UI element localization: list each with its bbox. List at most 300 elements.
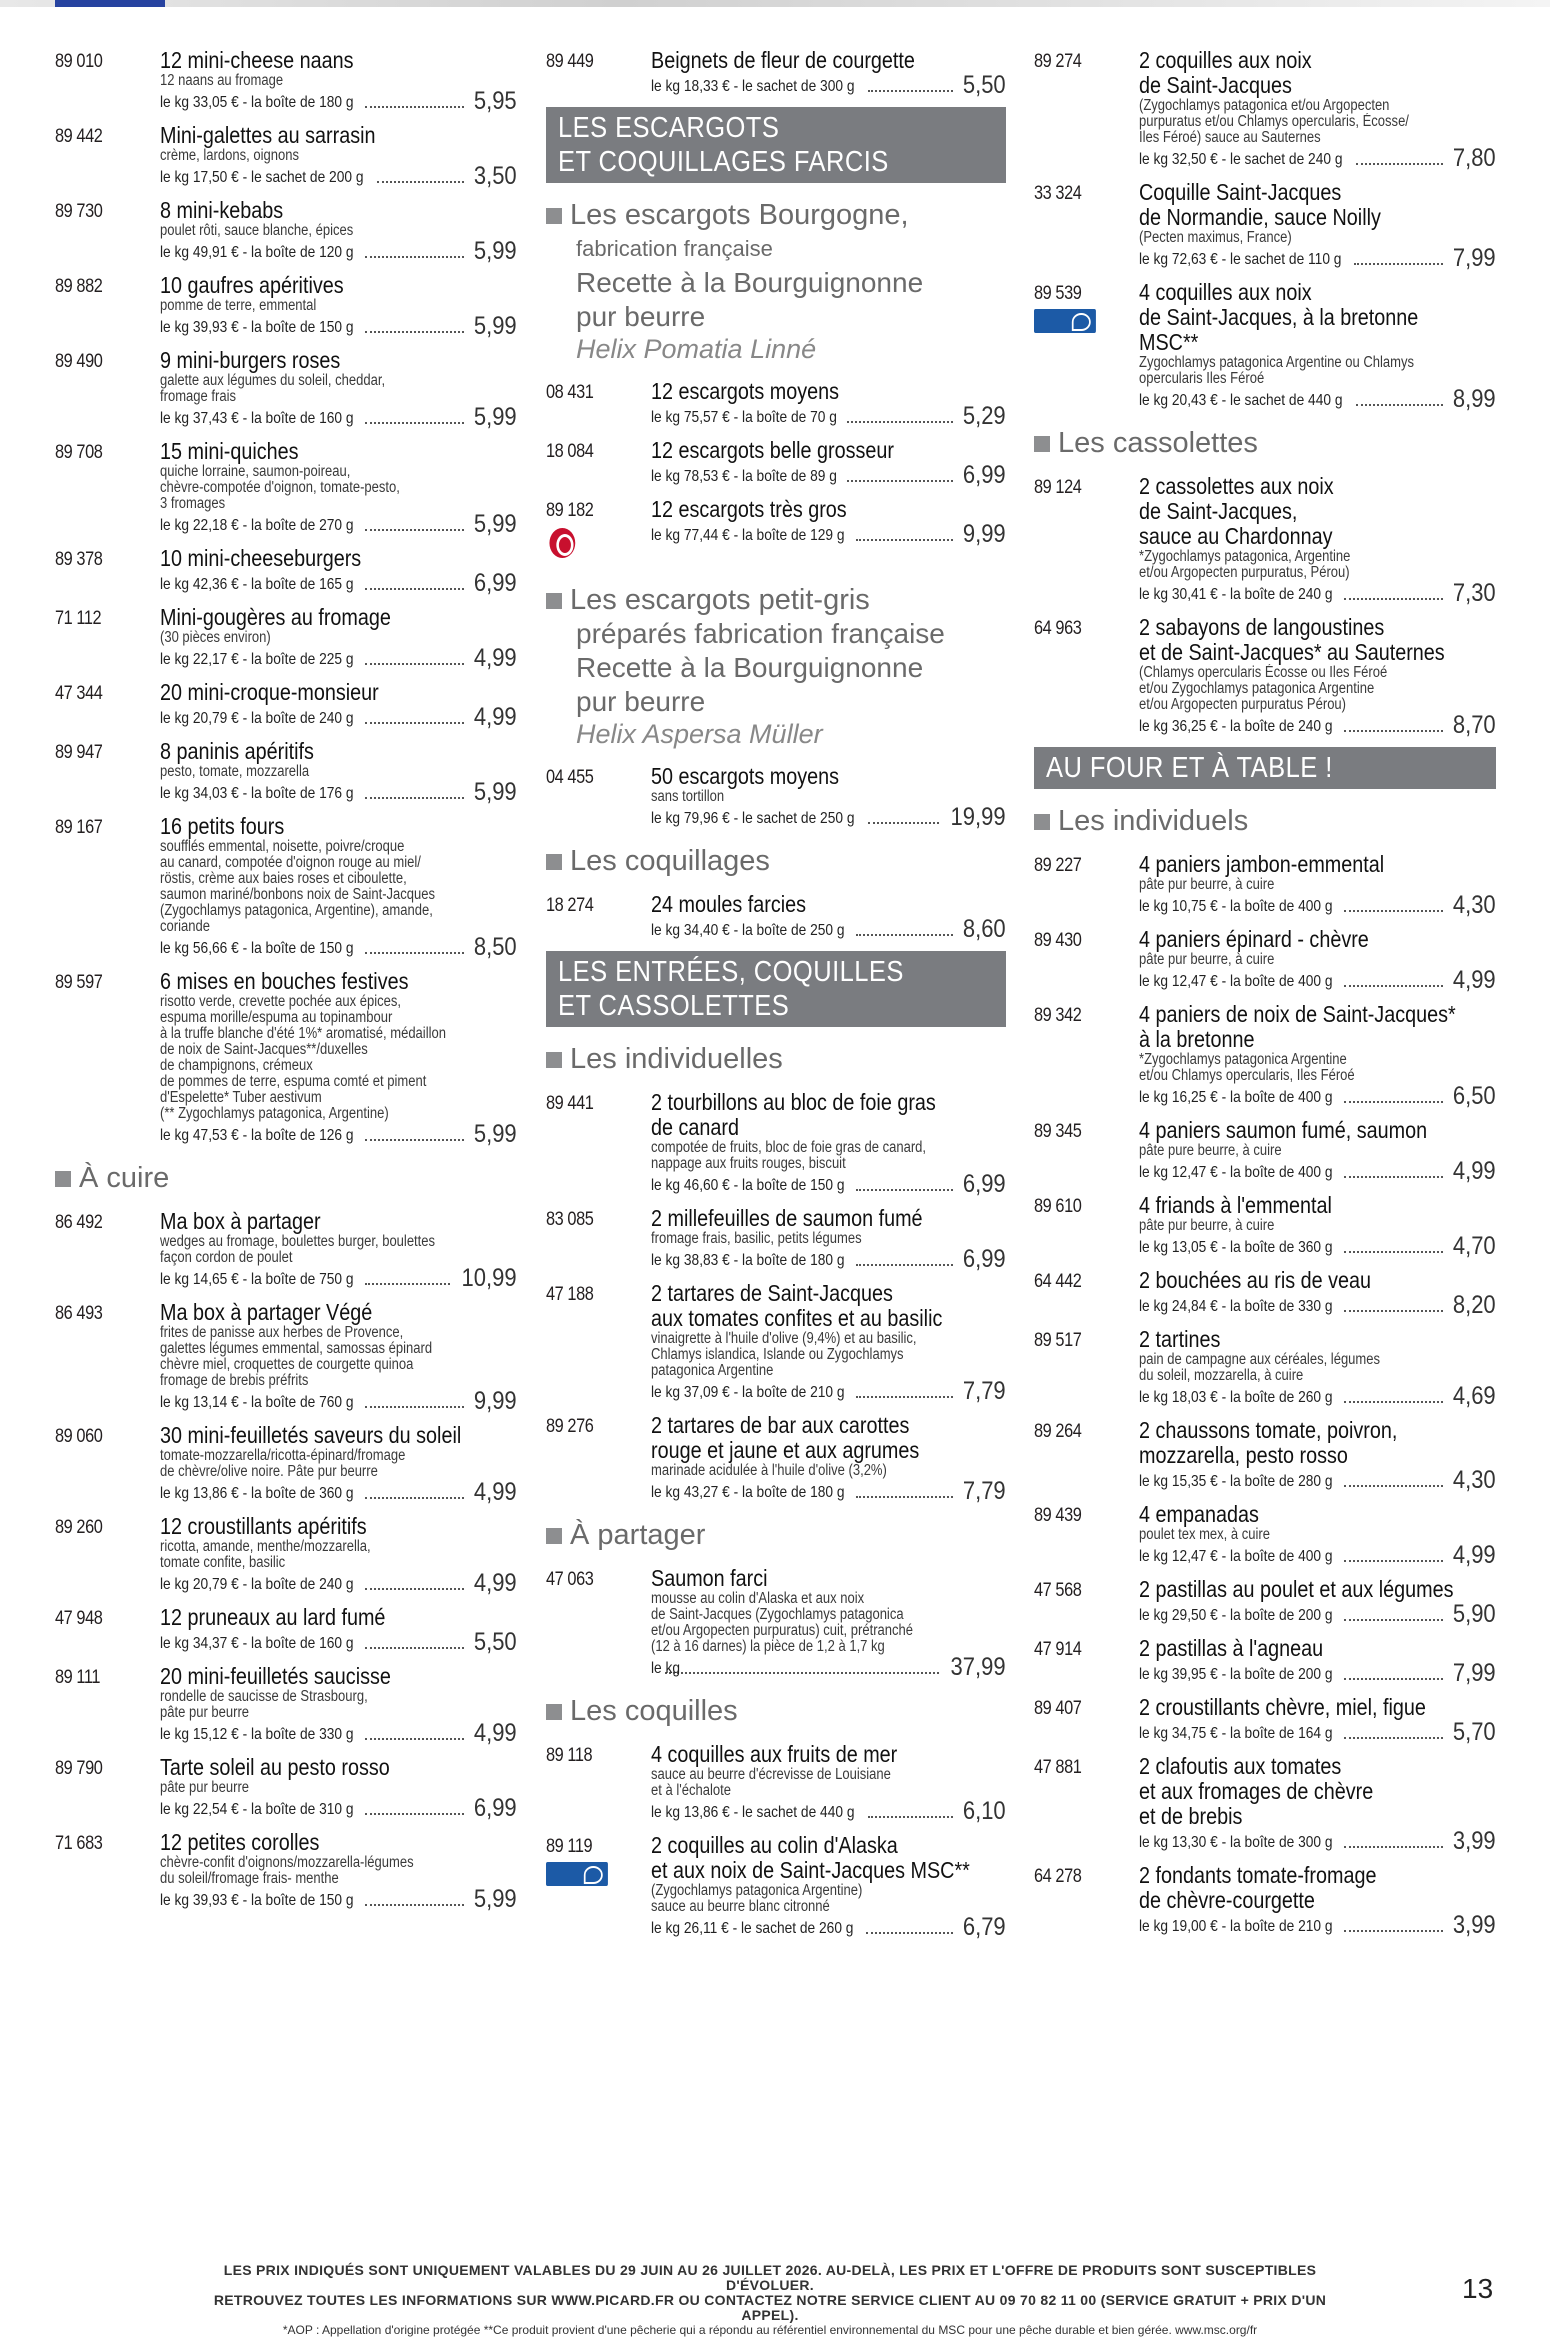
product-body	[160, 439, 517, 536]
product-body	[160, 123, 517, 188]
product-body	[160, 1755, 517, 1820]
product-code: 89 345	[1034, 1121, 1082, 1142]
product-description: 12 naans au fromage	[160, 72, 284, 89]
dot-leader	[365, 1904, 464, 1906]
product-list	[546, 892, 1006, 941]
price-line	[1139, 713, 1496, 737]
product-description: sans tortillon	[651, 788, 725, 805]
product-item	[1034, 474, 1496, 605]
dot-leader	[377, 181, 465, 183]
section-a-cuire: À cuire	[55, 1162, 517, 1195]
product-description: et/ou Chlamys opercularis, Iles Féroé	[1139, 1067, 1355, 1084]
unit-price: le kg 77,44 € - la boîte de 129 g	[651, 527, 845, 544]
product-description: de noix de Saint-Jacques**/duxelles	[160, 1041, 368, 1058]
product-code: 89 260	[55, 1517, 103, 1538]
product-code: 89 947	[55, 742, 103, 763]
product-code: 89 441	[546, 1093, 594, 1114]
unit-price: le kg 10,75 € - la boîte de 400 g	[1139, 898, 1333, 915]
product-price: 8,70	[1453, 711, 1496, 739]
unit-price: le kg 18,33 € - le sachet de 300 g	[651, 78, 855, 95]
dot-leader	[365, 952, 464, 954]
product-body	[651, 764, 1006, 829]
product-code: 89 060	[55, 1426, 103, 1447]
product-description: nappage aux fruits rouges, biscuit	[651, 1155, 846, 1172]
product-name: 2 pastillas à l'agneau	[1139, 1635, 1324, 1661]
product-code: 83 085	[546, 1209, 594, 1230]
product-item	[546, 1566, 1006, 1679]
product-description: et/ou Zygochlamys patagonica Argentine	[1139, 680, 1375, 697]
product-list	[546, 1090, 1006, 1503]
product-name: Tarte soleil au pesto rosso	[160, 1754, 390, 1780]
unit-price: le kg 33,05 € - la boîte de 180 g	[160, 94, 354, 111]
product-description: sauce au beurre blanc citronné	[651, 1898, 830, 1915]
product-description: röstis, crème aux baies roses et ciboulette,	[160, 870, 407, 887]
product-item	[546, 438, 1006, 487]
product-code: 89 124	[1034, 477, 1082, 498]
product-item	[55, 439, 517, 536]
product-price: 5,95	[474, 87, 517, 115]
product-code: 08 431	[546, 382, 594, 403]
product-code: 89 730	[55, 201, 103, 222]
product-price: 4,70	[1453, 1232, 1496, 1260]
dot-leader	[1344, 1176, 1443, 1178]
product-description: (Pecten maximus, France)	[1139, 229, 1292, 246]
product-item	[1034, 927, 1496, 992]
product-price: 5,29	[963, 402, 1006, 430]
price-line	[651, 1379, 1006, 1403]
product-price: 6,99	[963, 1170, 1006, 1198]
product-code: 89 111	[55, 1667, 100, 1688]
product-name: 4 paniers de noix de Saint-Jacques*	[1139, 1001, 1456, 1027]
price-line	[1139, 1234, 1496, 1258]
section-coquillages: Les coquillages	[546, 845, 1006, 878]
price-line	[160, 314, 517, 338]
section-square-icon	[546, 593, 562, 609]
product-price: 4,30	[1453, 1466, 1496, 1494]
product-description: et/ou Argopecten purpuratus) cuit, prétranché	[651, 1622, 914, 1639]
product-name: Coquille Saint-Jacques	[1139, 179, 1342, 205]
dot-leader	[1344, 985, 1443, 987]
dot-leader	[365, 256, 464, 258]
product-list	[55, 1209, 517, 1911]
product-list	[546, 1742, 1006, 1939]
dot-leader	[365, 331, 464, 333]
unit-price: le kg 32,50 € - le sachet de 240 g	[1139, 151, 1343, 168]
label-rouge-icon	[546, 526, 584, 562]
section-square-icon	[546, 1052, 562, 1068]
product-description: pâte pure beurre, à cuire	[1139, 1142, 1282, 1159]
product-description: (30 pièces environ)	[160, 629, 271, 646]
product-name: 2 tartares de bar aux carottes	[651, 1412, 910, 1438]
product-item	[55, 1830, 517, 1911]
product-code: 47 948	[55, 1608, 103, 1629]
price-line	[1139, 581, 1496, 605]
dot-leader	[365, 529, 464, 531]
product-description: wedges au fromage, boulettes burger, boulettes	[160, 1233, 436, 1250]
unit-price: le kg 12,47 € - la boîte de 400 g	[1139, 1164, 1333, 1181]
product-name: 2 clafoutis aux tomates	[1139, 1753, 1342, 1779]
dot-leader	[856, 1264, 953, 1266]
product-code: 64 963	[1034, 618, 1082, 639]
product-name: 4 empanadas	[1139, 1501, 1259, 1527]
product-name: 2 millefeuilles de saumon fumé	[651, 1205, 923, 1231]
product-list	[546, 764, 1006, 829]
product-body	[651, 1090, 1006, 1196]
column-3	[1034, 48, 1496, 1947]
product-item	[1034, 180, 1496, 270]
product-item	[1034, 48, 1496, 170]
product-item	[546, 48, 1006, 97]
product-description: risotto verde, crevette pochée aux épices,	[160, 993, 402, 1010]
price-line	[1139, 968, 1496, 992]
dot-leader	[1344, 1737, 1443, 1739]
product-description: Chlamys islandica, Islande ou Zygochlamys	[651, 1346, 904, 1363]
product-item	[55, 605, 517, 670]
product-body	[651, 1206, 1006, 1271]
product-price: 6,99	[474, 1794, 517, 1822]
product-price: 5,50	[963, 71, 1006, 99]
product-description: fromage de brebis préfrits	[160, 1372, 309, 1389]
product-body	[651, 892, 1006, 941]
product-item	[55, 739, 517, 804]
product-body	[1139, 1193, 1496, 1258]
footer-line: RETROUVEZ TOUTES LES INFORMATIONS SUR WWW.PICARD.FR OU CONTACTEZ NOTRE SERVICE CLIENT AU 09 70 82 11 00 (SERVICE GRATUIT + PRIX D'UN APPEL).	[213, 2292, 1327, 2323]
unit-price: le kg 34,40 € - la boîte de 250 g	[651, 922, 845, 939]
unit-price: le kg 46,60 € - la boîte de 150 g	[651, 1177, 845, 1194]
dot-leader	[365, 1497, 464, 1499]
product-name: de canard	[651, 1114, 739, 1140]
product-description: quiche lorraine, saumon-poireau,	[160, 463, 351, 480]
product-item	[1034, 1418, 1496, 1492]
product-body	[1139, 1327, 1496, 1408]
product-name: à la bretonne	[1139, 1026, 1255, 1052]
product-description: de chèvre/olive noire. Pâte pur beurre	[160, 1463, 378, 1480]
unit-price: le kg 34,75 € - la boîte de 164 g	[1139, 1725, 1333, 1742]
dot-leader	[847, 480, 953, 482]
product-body	[651, 1742, 1006, 1823]
dot-leader	[866, 1932, 953, 1934]
price-line	[651, 522, 1006, 546]
product-name: 2 coquilles au colin d'Alaska	[651, 1832, 898, 1858]
product-description: de pommes de terre, espuma comté et piment	[160, 1073, 427, 1090]
price-line	[651, 1479, 1006, 1503]
product-body	[1139, 927, 1496, 992]
unit-price: le kg 24,84 € - la boîte de 330 g	[1139, 1298, 1333, 1315]
product-price: 37,99	[950, 1653, 1006, 1681]
product-list	[546, 1566, 1006, 1679]
dot-leader	[868, 90, 954, 92]
msc-label-icon	[1034, 309, 1096, 333]
product-code: 64 442	[1034, 1271, 1082, 1292]
product-price: 4,69	[1453, 1382, 1496, 1410]
product-list	[1034, 48, 1496, 411]
product-code: 89 442	[55, 126, 103, 147]
price-line	[1139, 1468, 1496, 1492]
dot-leader	[1344, 1101, 1443, 1103]
dot-leader	[365, 106, 464, 108]
product-name: de Saint-Jacques, à la bretonne	[1139, 304, 1419, 330]
product-description: pâte pur beurre, à cuire	[1139, 1217, 1275, 1234]
unit-price: le kg 12,47 € - la boîte de 400 g	[1139, 1548, 1333, 1565]
product-description: (12 à 16 darnes) la pièce de 1,2 à 1,7 kg	[651, 1638, 885, 1655]
product-item	[1034, 1754, 1496, 1853]
dot-leader	[856, 1189, 953, 1191]
product-item	[55, 680, 517, 729]
product-code: 71 112	[55, 608, 102, 629]
dot-leader	[856, 934, 953, 936]
product-item	[1034, 1327, 1496, 1408]
product-code: 47 914	[1034, 1639, 1082, 1660]
product-description: soufflés emmental, noisette, poivre/croque	[160, 838, 405, 855]
price-line	[160, 239, 517, 263]
section-square-icon	[546, 854, 562, 870]
product-body	[1139, 280, 1496, 411]
product-price: 10,99	[461, 1264, 517, 1292]
product-price: 3,50	[474, 162, 517, 190]
product-body	[1139, 1863, 1496, 1937]
product-price: 4,99	[474, 1719, 517, 1747]
product-name: et aux noix de Saint-Jacques MSC**	[651, 1857, 970, 1883]
product-description: pain de campagne aux céréales, légumes	[1139, 1351, 1381, 1368]
dot-leader	[365, 1139, 464, 1141]
price-line	[1139, 1543, 1496, 1567]
footer-line: LES PRIX INDIQUÉS SONT UNIQUEMENT VALABLES DU 29 JUIN AU 26 JUILLET 2026. AU-DELÀ, LES PRIX ET L'OFFRE DE PRODUITS SONT SUSCEPTIBLES D'ÉVOLUER.	[223, 2262, 1317, 2293]
unit-price: le kg 26,11 € - le sachet de 260 g	[651, 1920, 854, 1937]
product-name: 2 cassolettes aux noix	[1139, 473, 1334, 499]
product-code: 89 182	[546, 497, 636, 568]
product-body	[160, 680, 517, 729]
product-price: 5,99	[474, 510, 517, 538]
product-description: pesto, tomate, mozzarella	[160, 763, 310, 780]
product-name: 4 paniers épinard - chèvre	[1139, 926, 1369, 952]
price-line	[160, 1389, 517, 1413]
product-body	[160, 546, 517, 595]
unit-price: le kg 20,43 € - le sachet de 440 g	[1139, 392, 1343, 409]
product-price: 19,99	[950, 803, 1006, 831]
product-description: tomate-mozzarella/ricotta-épinard/fromage	[160, 1447, 406, 1464]
dot-leader	[365, 1738, 464, 1740]
product-code: 64 278	[1034, 1866, 1082, 1887]
section-individuelles: Les individuelles	[546, 1043, 1006, 1076]
product-name: Mini-gougères au fromage	[160, 604, 391, 630]
price-line	[651, 1172, 1006, 1196]
product-description: (Zygochlamys patagonica et/ou Argopecten	[1139, 97, 1390, 114]
unit-price: le kg 39,95 € - la boîte de 200 g	[1139, 1666, 1333, 1683]
product-description: *Zygochlamys patagonica Argentine	[1139, 1051, 1347, 1068]
section-square-icon	[1034, 814, 1050, 830]
product-code: 89 378	[55, 549, 103, 570]
product-name: Ma box à partager	[160, 1208, 321, 1234]
section-square-icon	[546, 1528, 562, 1544]
product-item	[546, 892, 1006, 941]
product-item	[546, 1206, 1006, 1271]
product-description: ricotta, amande, menthe/mozzarella,	[160, 1538, 371, 1555]
unit-price: le kg 22,54 € - la boîte de 310 g	[160, 1801, 354, 1818]
product-code: 89 439	[1034, 1505, 1082, 1526]
dot-leader	[1344, 730, 1443, 732]
product-name: 4 friands à l'emmental	[1139, 1192, 1332, 1218]
product-description: *Zygochlamys patagonica, Argentine	[1139, 548, 1351, 565]
product-price: 5,99	[474, 1120, 517, 1148]
product-description: 3 fromages	[160, 495, 226, 512]
product-description: poulet tex mex, à cuire	[1139, 1526, 1271, 1543]
price-line	[1139, 146, 1496, 170]
section-square-icon	[546, 1704, 562, 1720]
product-body	[651, 497, 1006, 568]
product-code: 89 264	[1034, 1421, 1082, 1442]
price-line	[1139, 387, 1496, 411]
product-item	[1034, 852, 1496, 917]
product-name: 10 gaufres apéritives	[160, 272, 344, 298]
unit-price: le kg 34,37 € - la boîte de 160 g	[160, 1635, 354, 1652]
product-code: 89 118	[546, 1745, 593, 1766]
product-code: 89 882	[55, 276, 103, 297]
section-escargots-bourgogne: Les escargots Bourgogne,	[546, 199, 1006, 232]
product-body	[651, 1833, 1006, 1939]
unit-price: le kg 13,86 € - la boîte de 360 g	[160, 1485, 354, 1502]
product-price: 7,79	[963, 1477, 1006, 1505]
product-name: de Saint-Jacques	[1139, 72, 1292, 98]
product-price: 9,99	[474, 1387, 517, 1415]
product-description: chèvre-compotée d'oignon, tomate-pesto,	[160, 479, 400, 496]
product-description: galette aux légumes du soleil, cheddar,	[160, 372, 386, 389]
product-description: marinade acidulée à l'huile d'olive (3,2%)	[651, 1462, 887, 1479]
unit-price: le kg 37,43 € - la boîte de 160 g	[160, 410, 354, 427]
product-name: 50 escargots moyens	[651, 763, 840, 789]
product-body	[160, 198, 517, 263]
product-price: 6,50	[1453, 1082, 1496, 1110]
product-code: 89 517	[1034, 1330, 1082, 1351]
product-name: 2 sabayons de langoustines	[1139, 614, 1385, 640]
product-price: 6,99	[474, 569, 517, 597]
product-price: 5,99	[474, 403, 517, 431]
product-name: Ma box à partager Végé	[160, 1299, 373, 1325]
product-description: patagonica Argentine	[651, 1362, 774, 1379]
product-name: 20 mini-feuilletés saucisse	[160, 1663, 391, 1689]
dot-leader	[1344, 1485, 1443, 1487]
unit-price: le kg 22,18 € - la boîte de 270 g	[160, 517, 354, 534]
product-body	[160, 814, 517, 959]
product-name: 10 mini-cheeseburgers	[160, 545, 362, 571]
product-name: et de brebis	[1139, 1803, 1243, 1829]
product-name: Beignets de fleur de courgette	[651, 47, 915, 73]
product-price: 8,20	[1453, 1291, 1496, 1319]
product-name: 16 petits fours	[160, 813, 285, 839]
product-item	[546, 379, 1006, 428]
column-1	[55, 48, 517, 1921]
product-price: 8,99	[1453, 385, 1496, 413]
product-body	[160, 1514, 517, 1595]
price-line	[1139, 1384, 1496, 1408]
product-list	[1034, 474, 1496, 737]
price-line	[160, 1480, 517, 1504]
product-name: 2 tourbillons au bloc de foie gras	[651, 1089, 936, 1115]
product-description: opercularis Iles Féroé	[1139, 370, 1265, 387]
top-bar-accent	[55, 0, 165, 7]
product-item	[55, 814, 517, 959]
product-body	[1139, 1754, 1496, 1853]
product-description: façon cordon de poulet	[160, 1249, 293, 1266]
unit-price: le kg 17,50 € - le sachet de 200 g	[160, 169, 364, 186]
product-description: du soleil/fromage frais- menthe	[160, 1870, 339, 1887]
product-price: 9,99	[963, 520, 1006, 548]
section-subtitle: préparés fabrication française Recette à la Bourguignonne pur beurre Helix Aspersa Müller	[576, 618, 945, 749]
product-price: 3,99	[1453, 1911, 1496, 1939]
product-item	[546, 1833, 1006, 1939]
price-line	[160, 935, 517, 959]
price-line	[160, 1887, 517, 1911]
dot-leader	[847, 421, 953, 423]
product-body	[160, 1209, 517, 1290]
product-code: 89 407	[1034, 1698, 1082, 1719]
product-item	[1034, 1636, 1496, 1685]
unit-price: le kg 72,63 € - le sachet de 110 g	[1139, 251, 1342, 268]
unit-price: le kg 13,86 € - le sachet de 440 g	[651, 1804, 855, 1821]
product-code: 89 449	[546, 51, 594, 72]
dot-leader	[365, 422, 464, 424]
product-item	[55, 273, 517, 338]
product-code: 89 119	[546, 1833, 636, 1939]
product-price: 4,99	[474, 644, 517, 672]
product-body	[1139, 1268, 1496, 1317]
product-description: compotée de fruits, bloc de foie gras de canard,	[651, 1139, 927, 1156]
unit-price: le kg 34,03 € - la boîte de 176 g	[160, 785, 354, 802]
product-price: 6,79	[963, 1913, 1006, 1941]
product-price: 4,99	[1453, 1157, 1496, 1185]
dot-leader	[1356, 163, 1444, 165]
product-description: et/ou Argopecten purpuratus Pérou)	[1139, 696, 1347, 713]
unit-price: le kg 39,93 € - la boîte de 150 g	[160, 1892, 354, 1909]
dot-leader	[1344, 1678, 1443, 1680]
unit-price: le kg 78,53 € - la boîte de 89 g	[651, 468, 837, 485]
product-code: 47 881	[1034, 1757, 1082, 1778]
product-description: (Zygochlamys patagonica, Argentine), amande,	[160, 902, 433, 919]
product-code: 89 276	[546, 1416, 594, 1437]
product-body	[160, 969, 517, 1146]
unit-price: le kg 37,09 € - la boîte de 210 g	[651, 1384, 845, 1401]
product-name: aux tomates confites et au basilic	[651, 1305, 943, 1331]
product-body	[651, 438, 1006, 487]
product-item	[55, 1300, 517, 1413]
product-code: 89 342	[1034, 1005, 1082, 1026]
product-name: 2 chaussons tomate, poivron,	[1139, 1417, 1398, 1443]
product-item	[546, 497, 1006, 568]
product-description: mousse au colin d'Alaska et aux noix	[651, 1590, 865, 1607]
dot-leader	[365, 1406, 464, 1408]
product-item	[55, 1755, 517, 1820]
product-name: 12 escargots belle grosseur	[651, 437, 895, 463]
product-name: 2 pastillas au poulet et aux légumes	[1139, 1576, 1454, 1602]
unit-price: le kg 39,93 € - la boîte de 150 g	[160, 319, 354, 336]
product-body	[160, 273, 517, 338]
product-body	[1139, 1002, 1496, 1108]
product-body	[160, 1423, 517, 1504]
product-description: tomate confite, basilic	[160, 1554, 286, 1571]
product-price: 4,99	[1453, 966, 1496, 994]
product-name: rouge et jaune et aux agrumes	[651, 1437, 920, 1463]
price-line	[160, 1721, 517, 1745]
dot-leader	[856, 539, 953, 541]
product-name: de chèvre-courgette	[1139, 1887, 1315, 1913]
price-line	[651, 805, 1006, 829]
section-square-icon	[546, 208, 562, 224]
product-code: 89 790	[55, 1758, 103, 1779]
product-name: 2 bouchées au ris de veau	[1139, 1267, 1372, 1293]
section-subtitle: fabrication française Recette à la Bourguignonne pur beurre Helix Pomatia Linné	[576, 236, 924, 364]
product-item	[55, 969, 517, 1146]
price-line	[651, 463, 1006, 487]
product-code: 18 084	[546, 441, 594, 462]
